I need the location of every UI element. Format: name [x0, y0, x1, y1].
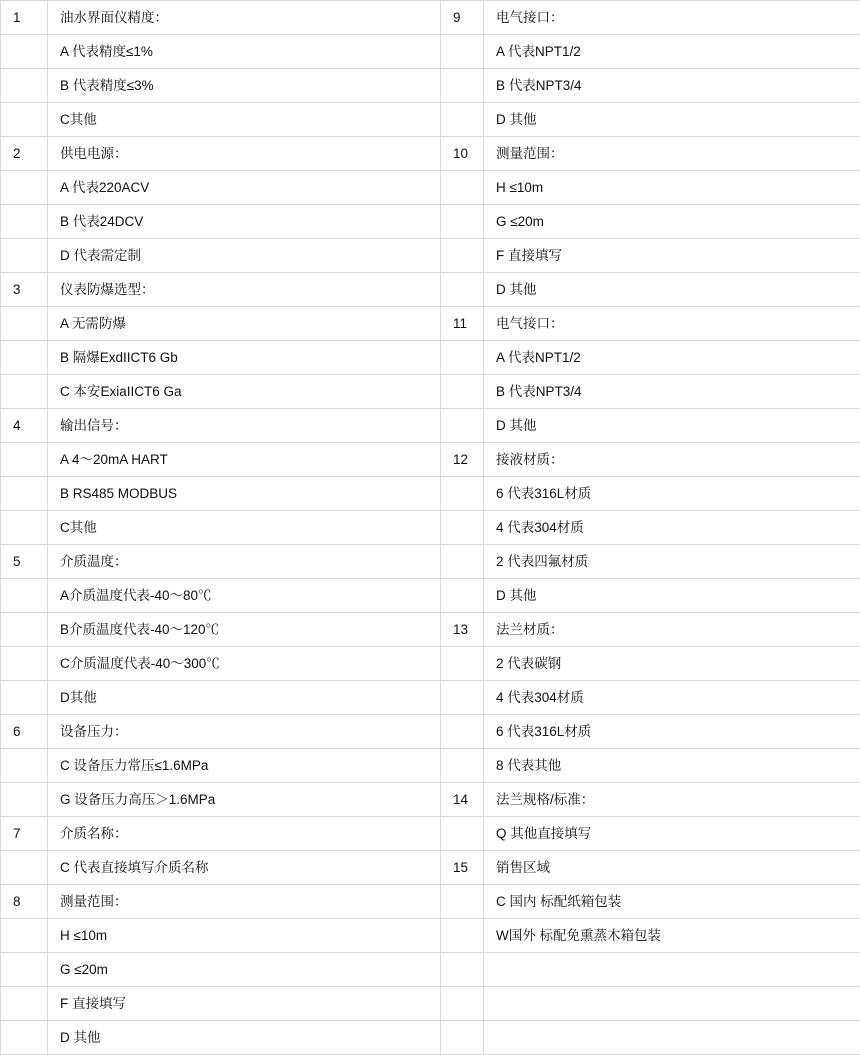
left-index-cell	[1, 205, 48, 239]
table-row	[1, 273, 860, 307]
right-index-cell: 9	[441, 1, 484, 35]
right-index-cell	[441, 681, 484, 715]
left-index-cell	[1, 375, 48, 409]
left-index-cell	[1, 953, 48, 987]
left-text-cell: C其他	[48, 103, 441, 137]
right-index-cell	[441, 817, 484, 851]
table-row	[1, 579, 860, 613]
right-text-cell: H ≤10m	[484, 171, 860, 205]
left-index-cell: 6	[1, 715, 48, 749]
left-text-cell: A 代表220ACV	[48, 171, 441, 205]
right-index-cell	[441, 477, 484, 511]
right-index-cell: 11	[441, 307, 484, 341]
table-row	[1, 987, 860, 1021]
right-index-cell	[441, 987, 484, 1021]
right-text-cell: 6 代表316L材质	[484, 715, 860, 749]
left-index-cell	[1, 477, 48, 511]
table-row	[1, 69, 860, 103]
table-row	[1, 545, 860, 579]
table-row	[1, 1, 860, 35]
left-index-cell	[1, 851, 48, 885]
right-index-cell	[441, 647, 484, 681]
right-index-cell	[441, 103, 484, 137]
table-row	[1, 239, 860, 273]
table-row	[1, 885, 860, 919]
left-text-cell: 测量范围：	[48, 885, 441, 919]
left-text-cell: B 代表精度≤3%	[48, 69, 441, 103]
right-index-cell: 14	[441, 783, 484, 817]
right-text-cell: Q 其他直接填写	[484, 817, 860, 851]
left-index-cell	[1, 35, 48, 69]
left-index-cell	[1, 171, 48, 205]
right-index-cell	[441, 409, 484, 443]
table-row	[1, 647, 860, 681]
right-text-cell: C 国内 标配纸箱包装	[484, 885, 860, 919]
table-row	[1, 307, 860, 341]
left-index-cell	[1, 919, 48, 953]
right-text-cell	[484, 987, 860, 1021]
right-text-cell: D 其他	[484, 103, 860, 137]
right-index-cell	[441, 885, 484, 919]
left-text-cell: 输出信号：	[48, 409, 441, 443]
right-index-cell	[441, 511, 484, 545]
table-row	[1, 1021, 860, 1055]
right-text-cell: A 代表NPT1/2	[484, 341, 860, 375]
right-text-cell: F 直接填写	[484, 239, 860, 273]
left-text-cell: C 代表直接填写介质名称	[48, 851, 441, 885]
left-text-cell: 介质名称：	[48, 817, 441, 851]
right-index-cell	[441, 35, 484, 69]
table-row	[1, 477, 860, 511]
right-text-cell: A 代表NPT1/2	[484, 35, 860, 69]
left-text-cell: A 4～20mA HART	[48, 443, 441, 477]
right-index-cell	[441, 749, 484, 783]
right-index-cell	[441, 205, 484, 239]
left-index-cell: 1	[1, 1, 48, 35]
left-text-cell: B 代表24DCV	[48, 205, 441, 239]
right-text-cell: 2 代表碳钢	[484, 647, 860, 681]
right-index-cell	[441, 919, 484, 953]
right-index-cell	[441, 69, 484, 103]
table-row	[1, 103, 860, 137]
right-text-cell: 法兰材质：	[484, 613, 860, 647]
right-text-cell: B 代表NPT3/4	[484, 375, 860, 409]
left-index-cell: 5	[1, 545, 48, 579]
table-row	[1, 171, 860, 205]
left-index-cell	[1, 647, 48, 681]
right-index-cell	[441, 545, 484, 579]
left-index-cell	[1, 749, 48, 783]
right-text-cell: 测量范围：	[484, 137, 860, 171]
left-index-cell	[1, 1021, 48, 1055]
table-row	[1, 205, 860, 239]
right-text-cell: 6 代表316L材质	[484, 477, 860, 511]
left-index-cell	[1, 103, 48, 137]
right-index-cell	[441, 579, 484, 613]
left-index-cell: 4	[1, 409, 48, 443]
left-text-cell: D 代表需定制	[48, 239, 441, 273]
left-text-cell: C 本安ExiaIICT6 Ga	[48, 375, 441, 409]
right-index-cell: 12	[441, 443, 484, 477]
table-row	[1, 613, 860, 647]
left-index-cell: 2	[1, 137, 48, 171]
right-text-cell: D 其他	[484, 579, 860, 613]
table-row	[1, 817, 860, 851]
left-text-cell: B 隔爆ExdIICT6 Gb	[48, 341, 441, 375]
right-text-cell: G ≤20m	[484, 205, 860, 239]
left-index-cell: 7	[1, 817, 48, 851]
table-row	[1, 137, 860, 171]
right-text-cell: 8 代表其他	[484, 749, 860, 783]
table-row	[1, 443, 860, 477]
right-text-cell: W国外 标配免熏蒸木箱包装	[484, 919, 860, 953]
right-text-cell: 接液材质：	[484, 443, 860, 477]
right-text-cell	[484, 953, 860, 987]
table-row	[1, 511, 860, 545]
left-text-cell: D其他	[48, 681, 441, 715]
right-text-cell: D 其他	[484, 409, 860, 443]
left-index-cell	[1, 579, 48, 613]
left-text-cell: H ≤10m	[48, 919, 441, 953]
left-text-cell: A 无需防爆	[48, 307, 441, 341]
right-text-cell	[484, 1021, 860, 1055]
table-row	[1, 409, 860, 443]
table-row	[1, 35, 860, 69]
table-row	[1, 919, 860, 953]
left-text-cell: G 设备压力高压＞1.6MPa	[48, 783, 441, 817]
left-text-cell: 供电电源：	[48, 137, 441, 171]
table-row	[1, 681, 860, 715]
left-text-cell: A 代表精度≤1%	[48, 35, 441, 69]
right-text-cell: 2 代表四氟材质	[484, 545, 860, 579]
table-row	[1, 715, 860, 749]
left-text-cell: B介质温度代表-40～120℃	[48, 613, 441, 647]
right-text-cell: 电气接口：	[484, 307, 860, 341]
table-row	[1, 341, 860, 375]
table-row	[1, 851, 860, 885]
table-row	[1, 375, 860, 409]
left-index-cell	[1, 613, 48, 647]
table-row	[1, 783, 860, 817]
left-text-cell: 设备压力：	[48, 715, 441, 749]
left-index-cell	[1, 341, 48, 375]
right-index-cell: 13	[441, 613, 484, 647]
right-index-cell	[441, 375, 484, 409]
left-text-cell: C其他	[48, 511, 441, 545]
table-row	[1, 953, 860, 987]
left-text-cell: C 设备压力常压≤1.6MPa	[48, 749, 441, 783]
left-index-cell	[1, 783, 48, 817]
left-index-cell	[1, 987, 48, 1021]
left-text-cell: G ≤20m	[48, 953, 441, 987]
right-index-cell	[441, 341, 484, 375]
left-text-cell: 仪表防爆选型：	[48, 273, 441, 307]
table-row	[1, 749, 860, 783]
left-text-cell: B RS485 MODBUS	[48, 477, 441, 511]
left-index-cell: 8	[1, 885, 48, 919]
right-text-cell: D 其他	[484, 273, 860, 307]
right-text-cell: 4 代表304材质	[484, 511, 860, 545]
right-text-cell: 法兰规格/标准：	[484, 783, 860, 817]
left-text-cell: 油水界面仪精度：	[48, 1, 441, 35]
right-index-cell	[441, 953, 484, 987]
left-text-cell: A介质温度代表-40～80℃	[48, 579, 441, 613]
left-index-cell	[1, 307, 48, 341]
left-index-cell	[1, 443, 48, 477]
left-text-cell: 介质温度：	[48, 545, 441, 579]
right-index-cell: 10	[441, 137, 484, 171]
right-index-cell	[441, 715, 484, 749]
left-text-cell: C介质温度代表-40～300℃	[48, 647, 441, 681]
right-text-cell: 4 代表304材质	[484, 681, 860, 715]
right-index-cell: 15	[441, 851, 484, 885]
right-text-cell: 销售区域	[484, 851, 860, 885]
left-index-cell	[1, 511, 48, 545]
right-index-cell	[441, 239, 484, 273]
right-text-cell: 电气接口：	[484, 1, 860, 35]
right-index-cell	[441, 171, 484, 205]
left-index-cell	[1, 69, 48, 103]
right-index-cell	[441, 273, 484, 307]
table-body	[1, 1, 860, 1055]
left-index-cell	[1, 239, 48, 273]
right-text-cell: B 代表NPT3/4	[484, 69, 860, 103]
right-index-cell	[441, 1021, 484, 1055]
left-text-cell: F 直接填写	[48, 987, 441, 1021]
left-text-cell: D 其他	[48, 1021, 441, 1055]
left-index-cell	[1, 681, 48, 715]
left-index-cell: 3	[1, 273, 48, 307]
